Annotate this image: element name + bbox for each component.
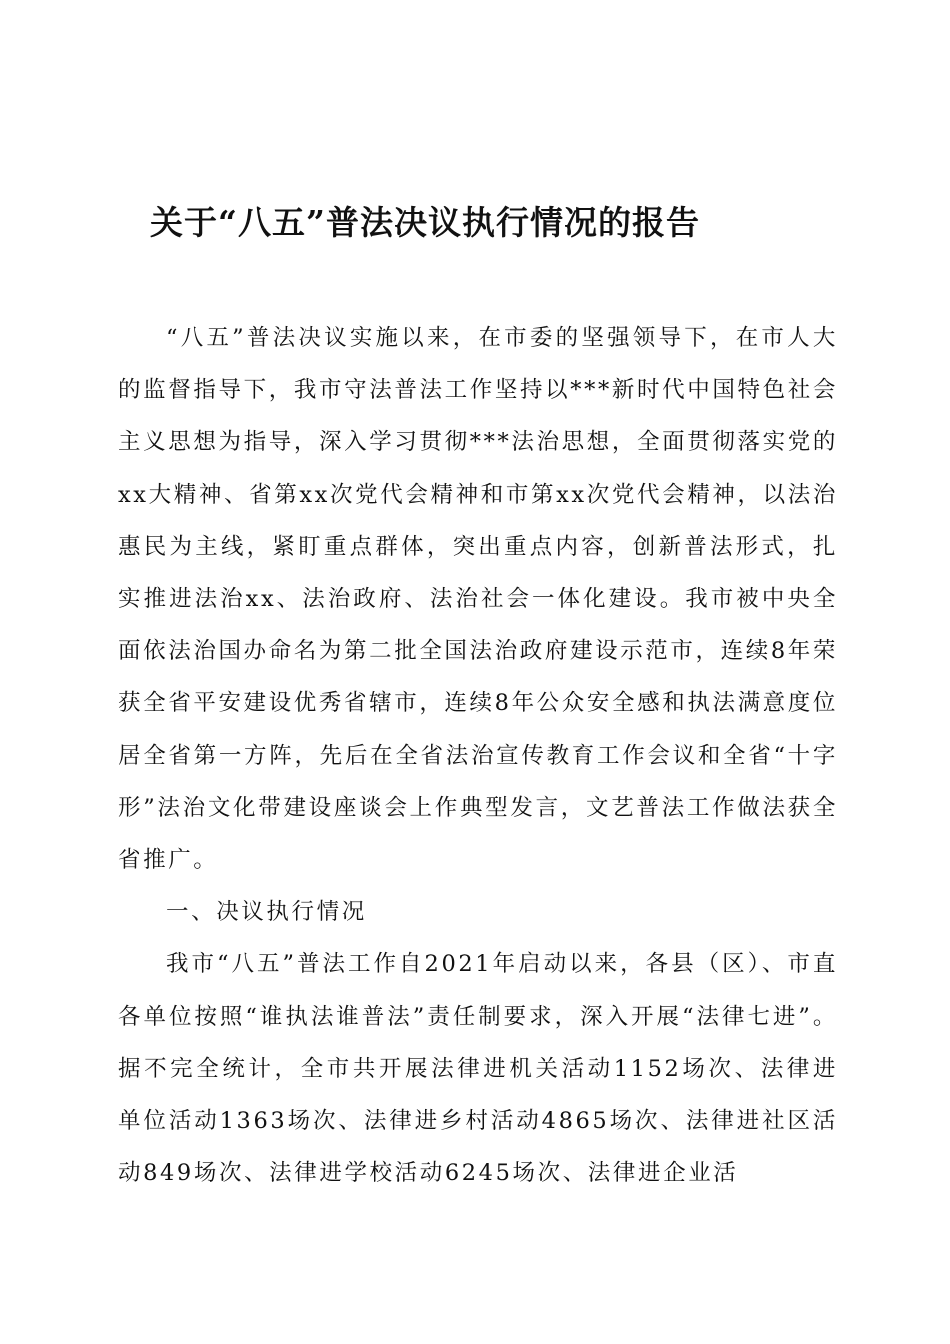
document-title: 关于“八五”普法决议执行情况的报告	[150, 203, 700, 242]
section-heading: 一、决议执行情况	[166, 899, 367, 926]
intro-paragraph: “八五”普法决议实施以来，在市委的坚强领导下，在市人大的监督指导下，我市守法普法工作坚持以***新时代中国特色社会主义思想为指导，深入学习贯彻***法治思想，全面贯彻落实党的xx大精神、省第xx次党代会精神和市第xx次党代会精神，以法治惠民为主线，紧盯重点群体，突出重点内容，创新普法形式，扎实推进法治xx、法治政府、法治社会一体化建设。我市被中央全面依法治国办命名为第二批全国法治政府建设示范市，连续8年荣获全省平安建设优秀省辖市，连续8年公众安全感和执法满意度位居全省第一方阵，先后在全省法治宣传教育工作会议和全省“十字形”法治文化带建设座谈会上作典型发言，文艺普法工作做法获全省推广。	[118, 325, 838, 874]
document-body	[118, 312, 838, 1199]
section-paragraph: 我市“八五”普法工作自2021年启动以来，各县（区）、市直各单位按照“谁执法谁普法”责任制要求，深入开展“法律七进”。据不完全统计，全市共开展法律进机关活动1152场次、法律进单位活动1363场次、法律进乡村活动4865场次、法律进社区活动849场次、法律进学校活动6245场次、法律进企业活	[118, 951, 838, 1187]
